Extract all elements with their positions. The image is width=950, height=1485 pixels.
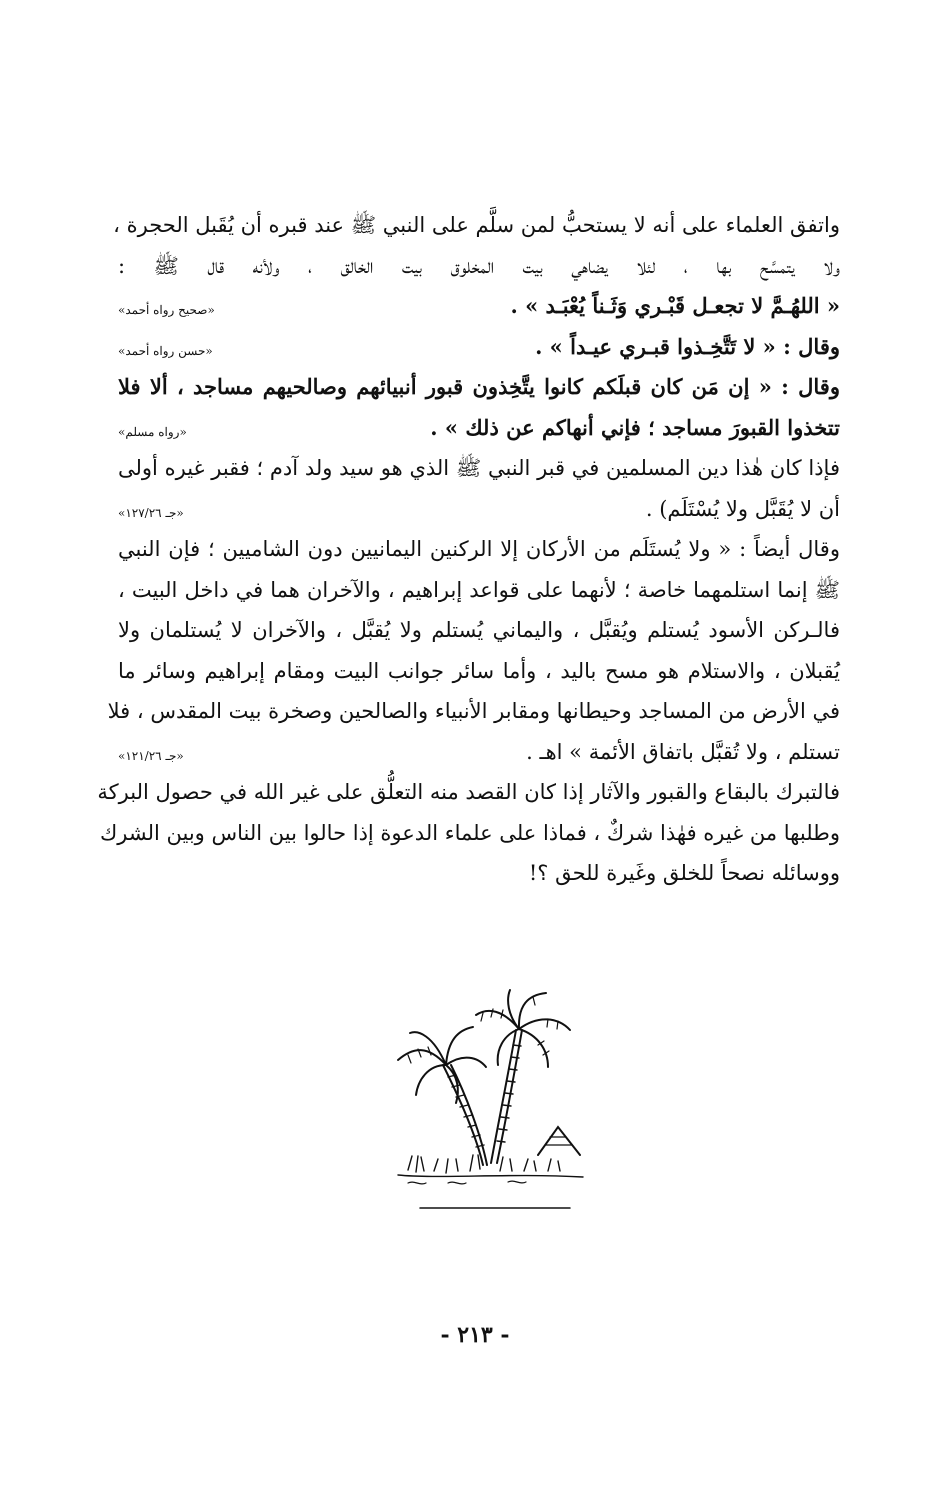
line-text: في الأرض من المساجد وحيطانها ومقابر الأنبياء والصالحين وصخرة بيت المقدس ، فلا [107, 699, 840, 723]
line-text: فإذا كان هٰذا دين المسلمين في قبر النبي ﷺ الذي هو سيد ولد آدم ؛ فقبر غيره أولى [118, 456, 840, 480]
text-line [118, 651, 840, 692]
text-line [118, 448, 840, 489]
text-line [118, 286, 840, 327]
line-text: ﷺ إنما استلمهما خاصة ؛ لأنهما على قواعد إبراهيم ، والآخران هما في داخل البيت ، [118, 577, 840, 602]
body-text [97, 205, 840, 894]
line-text: ووسائله نصحاً للخلق وغَيرة للحق ؟! [528, 861, 840, 885]
line-text: أن لا يُقَبَّل ولا يُسْتَلَم) . [645, 496, 840, 521]
line-text: يُقبلان ، والاستلام هو مسح باليد ، وأما سائر جوانب البيت ومقام إبراهيم وسائر ما [118, 658, 840, 683]
line-text: فالـركن الأسود يُستلم ويُقبَّل ، واليماني يُستلم ولا يُقبَّل ، والآخران لا يُستلمان ولا [118, 618, 840, 642]
line-text: وقال : « لا تَتَّخِـذوا قبـري عيـداً » . [535, 333, 840, 359]
text-line [118, 489, 840, 530]
text-line [99, 813, 840, 854]
text-line [118, 732, 840, 773]
text-line [118, 367, 840, 408]
line-text: وقال : « إن مَن كان قبلَكم كانوا يتَّخِذون قبور أنبيائهم وصالحيهم مساجد ، ألا فلا [118, 374, 840, 399]
text-line [118, 408, 840, 449]
line-text: تتخذوا القبورَ مساجد ؛ فإني أنهاكم عن ذلك » . [430, 414, 840, 440]
text-line [118, 610, 840, 651]
text-line [118, 529, 840, 570]
text-line [113, 205, 840, 246]
hadith-source-note: «رواه مسلم» [118, 424, 187, 439]
text-line [107, 691, 840, 732]
line-text: ولا يتمسَّح بها ، لئلا يضاهي بيت المخلوق بيت الخالق ، ولأنه قال ﷺ : [118, 253, 840, 278]
page-number: - ٢١٣ - [440, 1322, 510, 1348]
text-line [118, 853, 840, 894]
line-text: واتفق العلماء على أنه لا يستحبُّ لمن سلَّم على النبي ﷺ عند قبره أن يُقَبل الحجرة ، [113, 213, 840, 237]
line-text: وطلبها من غيره فهٰذا شركٌ ، فماذا على علماء الدعوة إذا حالوا بين الناس وبين الشرك [99, 820, 840, 845]
hadith-source-note: «جـ ١٢٧/٢٦» [118, 505, 184, 520]
line-text: فالتبرك بالبقاع والقبور والآثار إذا كان القصد منه التعلُّق على غير الله في حصول البركة [97, 780, 840, 804]
line-text: وقال أيضاً : « ولا يُستَلَم من الأركان إلا الركنين اليمانيين دون الشاميين ؛ فإن النبي [118, 537, 840, 561]
palm-trees-icon [388, 985, 598, 1215]
hadith-source-note: «جـ ١٢١/٢٦» [118, 748, 184, 763]
text-line [118, 246, 840, 287]
hadith-source-note: «حسن رواه أحمد» [118, 343, 213, 358]
line-text: « اللهُـمَّ لا تجعـل قَبْـري وَثَـناً يُعْبَـد » . [510, 293, 840, 318]
text-line [118, 570, 840, 611]
hadith-source-note: «صحيح رواه أحمد» [118, 303, 215, 317]
text-line [97, 772, 840, 813]
text-line [118, 327, 840, 368]
line-text: تستلم ، ولا تُقبَّل باتفاق الأئمة » اهـ . [526, 739, 840, 764]
